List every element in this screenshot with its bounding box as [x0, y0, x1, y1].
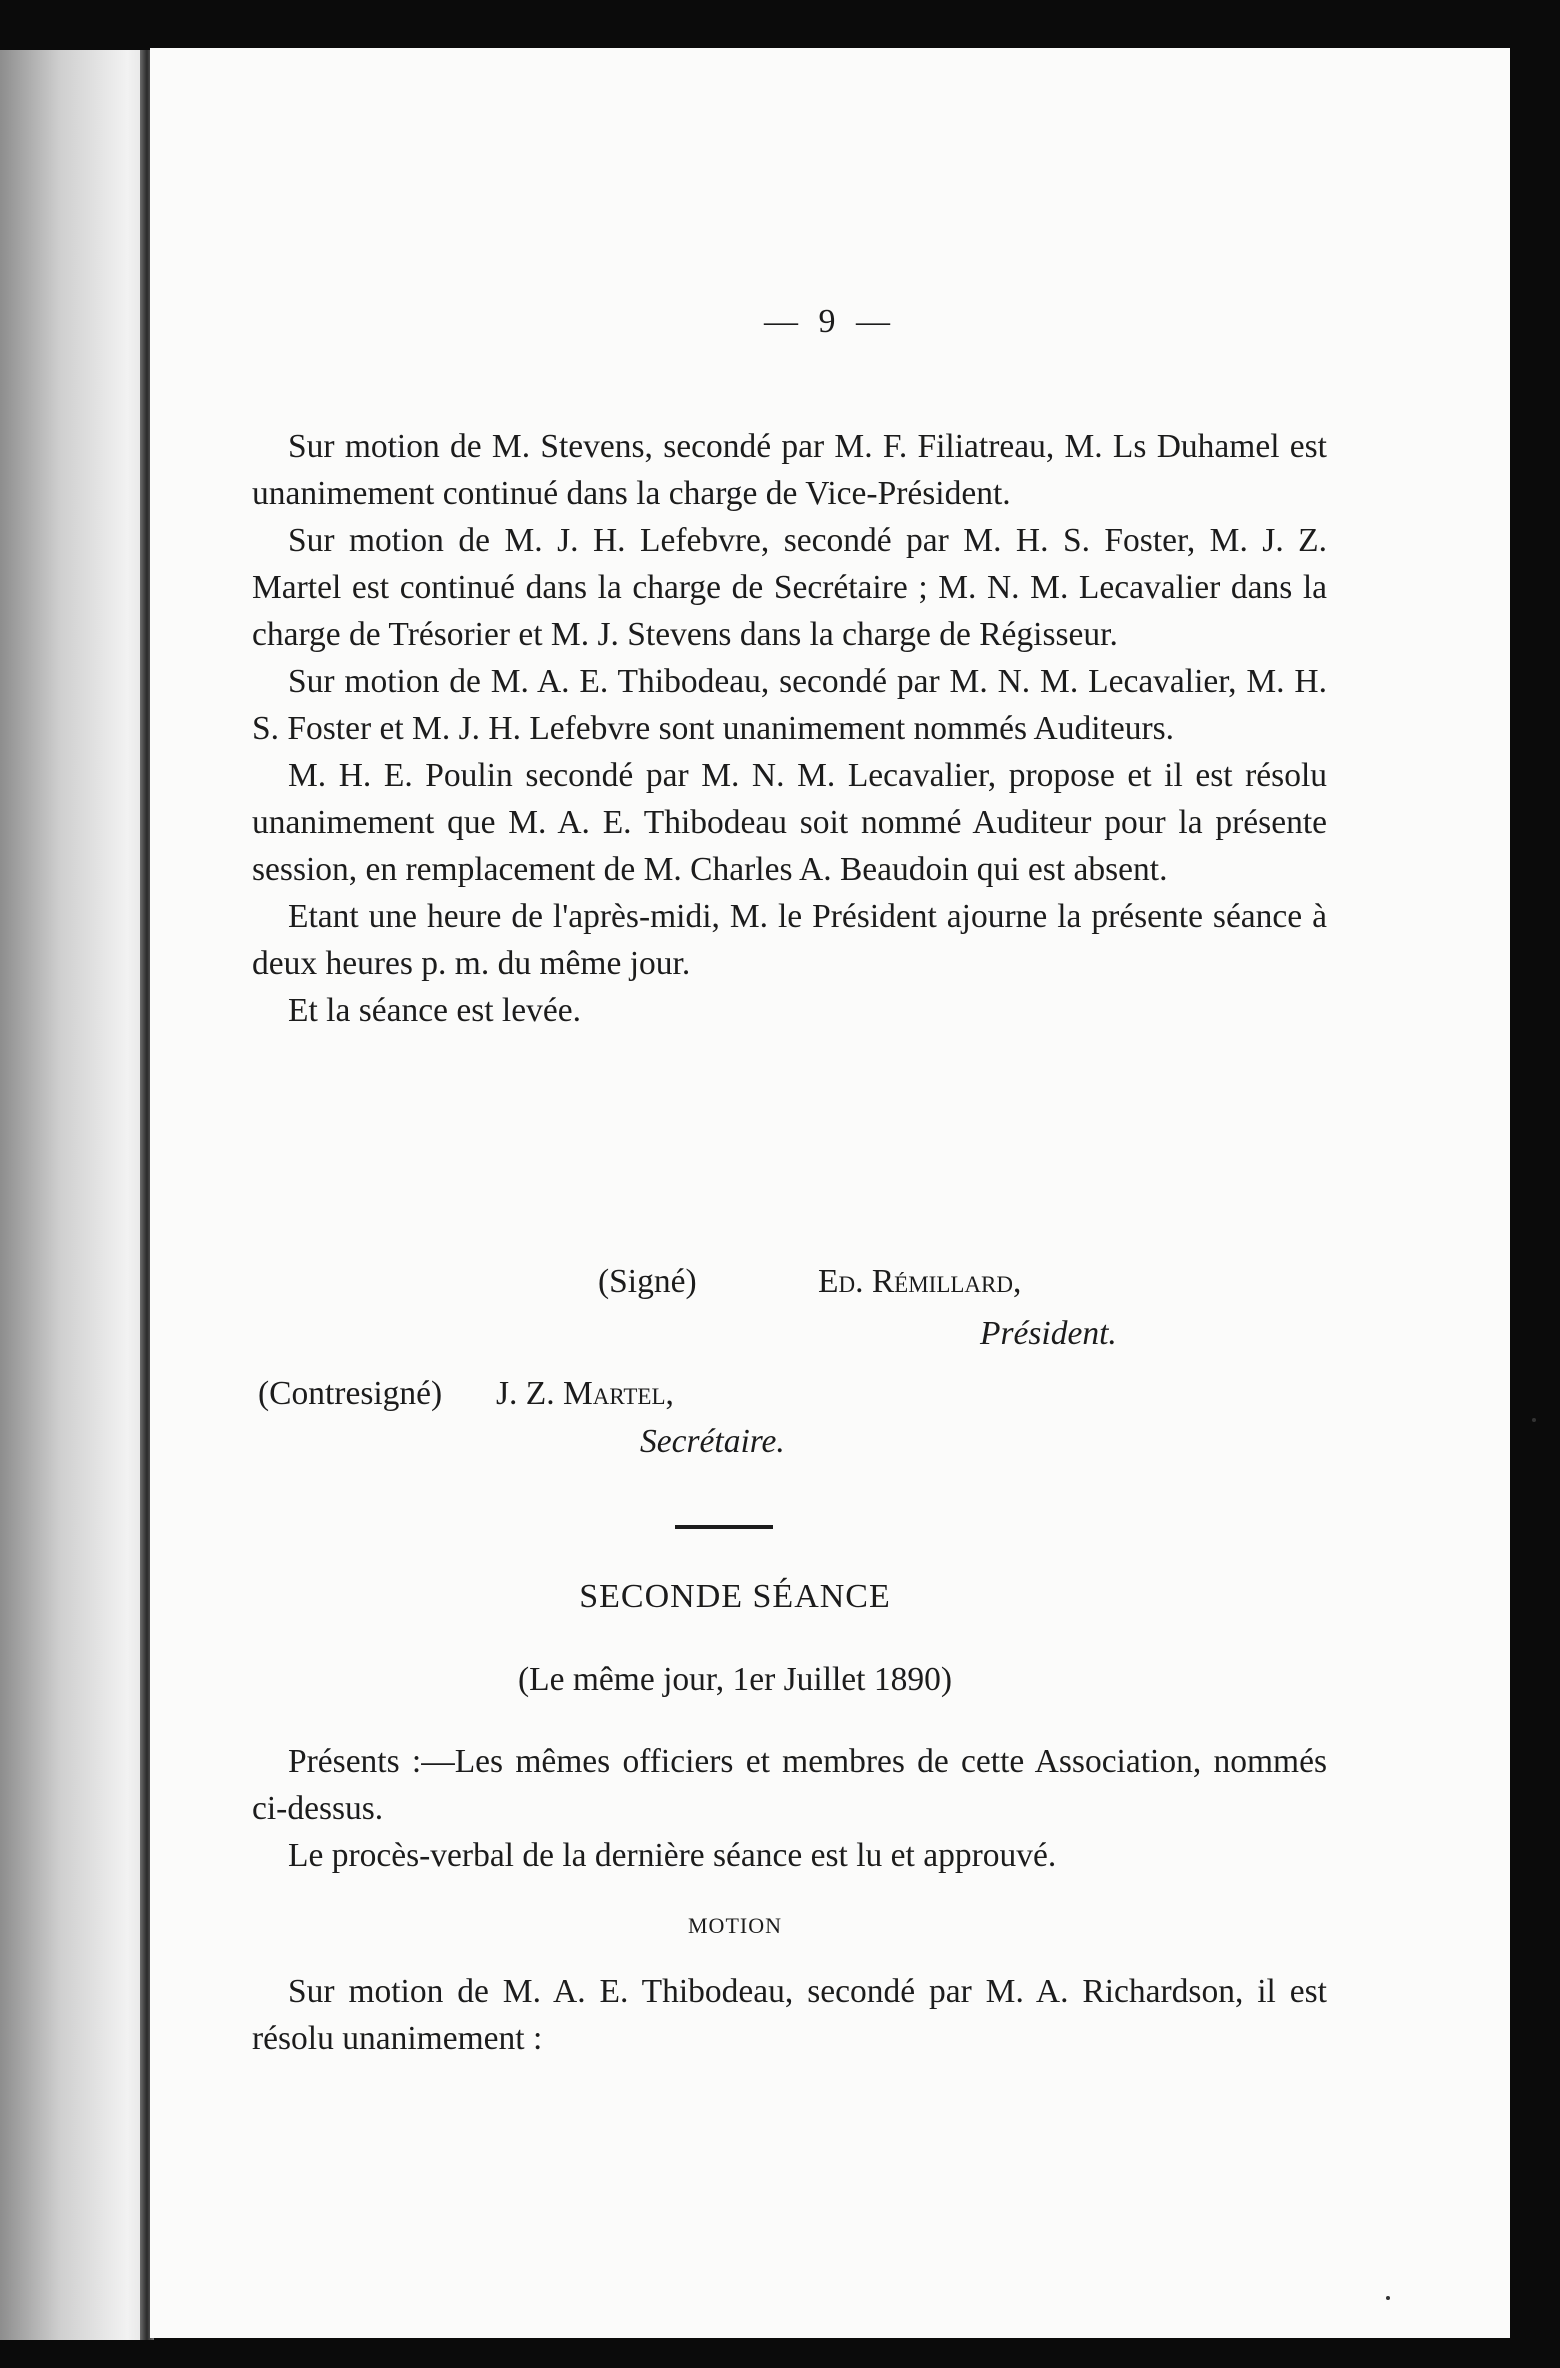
paragraph-minutes-approved: Le procès-verbal de la dernière séance est lu et approuvé.	[288, 1837, 1057, 1874]
left-page-edge	[0, 50, 150, 2340]
paragraph-motion: Sur motion de M. A. E. Thibodeau, secondé par M. A. Richardson, il est résolu unanimement :	[252, 1973, 1327, 2057]
president-title: Président.	[980, 1315, 1117, 1352]
paragraph-auditors: Sur motion de M. A. E. Thibodeau, secondé par M. N. M. Lecavalier, M. H. S. Foster et M. J. H. Lefebvre sont unanimement nommés Auditeurs.	[252, 663, 1327, 747]
signed-label: (Signé)	[598, 1263, 697, 1300]
page-number: — 9 —	[764, 303, 896, 340]
paragraph-session-closed: Et la séance est levée.	[288, 992, 581, 1029]
president-name: Ed. Rémillard,	[818, 1263, 1022, 1300]
secretary-name: J. Z. Martel,	[496, 1375, 674, 1412]
second-session-date: (Le même jour, 1er Juillet 1890)	[517, 1661, 953, 1698]
secretary-title: Secrétaire.	[640, 1423, 785, 1460]
section-divider	[675, 1525, 773, 1529]
second-session-title: SECONDE SÉANCE	[579, 1578, 891, 1615]
document-page	[150, 48, 1510, 2338]
paragraph-attendance: Présents :—Les mêmes officiers et membres de cette Association, nommés ci-dessus.	[252, 1743, 1327, 1827]
edge-speck	[1532, 1418, 1536, 1422]
paragraph-vice-president: Sur motion de M. Stevens, secondé par M. F. Filiatreau, M. Ls Duhamel est unanimement continué dans la charge de Vice-Président.	[252, 428, 1327, 512]
second-session-text	[252, 1738, 1327, 1879]
paragraph-secretary-treasurer: Sur motion de M. J. H. Lefebvre, secondé par M. H. S. Foster, M. J. Z. Martel est continué dans la charge de Secrétaire ; M. N. M. Lecavalier dans la charge de Trésorier et M. J. Stevens dans la charge de Régisseur.	[252, 522, 1327, 653]
paper-speck	[1386, 2296, 1390, 2300]
motion-text-block	[252, 1968, 1327, 2062]
paragraph-adjournment: Etant une heure de l'après-midi, M. le Président ajourne la présente séance à deux heures p. m. du même jour.	[252, 898, 1327, 982]
countersigned-label: (Contresigné)	[258, 1375, 443, 1412]
paragraph-replacement-auditor: M. H. E. Poulin secondé par M. N. M. Lecavalier, propose et il est résolu unanimement que M. A. E. Thibodeau soit nommé Auditeur pour la présente session, en remplacement de M. Charles A. Beaudoin qui est absent.	[252, 757, 1327, 888]
motion-heading: MOTION	[688, 1913, 782, 1938]
first-session-text	[252, 423, 1327, 1034]
